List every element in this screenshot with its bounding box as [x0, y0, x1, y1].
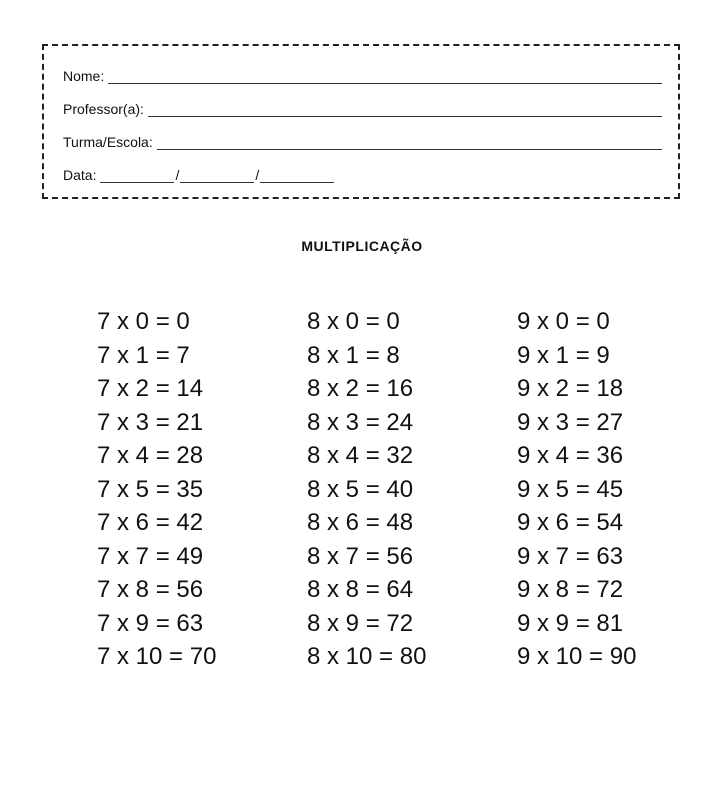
- multiplication-fact: 8 x 8 = 64: [307, 576, 414, 603]
- multiplication-fact: 9 x 3 = 27: [517, 408, 624, 436]
- multiplication-fact: 8 x 2 = 16: [307, 375, 414, 402]
- date-day-field[interactable]: [100, 169, 174, 183]
- multiplication-fact: 9 x 6 = 54: [517, 509, 624, 536]
- multiplication-fact: 8 x 4 = 32: [307, 442, 414, 469]
- multiplication-fact: 8 x 3 = 24: [307, 408, 414, 436]
- date-separator: /: [175, 167, 180, 183]
- multiplication-fact: 7 x 5 = 35: [97, 475, 204, 503]
- teacher-field-row: [63, 99, 662, 117]
- multiplication-fact: 9 x 2 = 18: [517, 375, 624, 402]
- multiplication-fact: 9 x 10 = 90: [517, 643, 637, 670]
- name-field[interactable]: [108, 70, 662, 84]
- date-field-row: [63, 165, 334, 183]
- multiplication-fact: 8 x 1 = 8: [307, 341, 400, 369]
- multiplication-fact: 9 x 0 = 0: [517, 308, 610, 335]
- multiplication-fact: 7 x 3 = 21: [97, 408, 204, 436]
- teacher-field[interactable]: [148, 103, 662, 117]
- multiplication-fact: 7 x 8 = 56: [97, 576, 204, 603]
- table-column-9: [517, 305, 636, 674]
- class-label: Turma/Escola:: [63, 134, 153, 150]
- page-title: MULTIPLICAÇÃO: [301, 238, 423, 254]
- date-month-field[interactable]: [180, 169, 254, 183]
- multiplication-fact: 8 x 9 = 72: [307, 609, 414, 637]
- date-separator: /: [255, 167, 260, 183]
- multiplication-fact: 9 x 9 = 81: [517, 609, 624, 637]
- multiplication-fact: 9 x 8 = 72: [517, 576, 624, 603]
- student-info-box: [42, 44, 680, 199]
- name-field-row: [63, 66, 662, 84]
- date-label: Data:: [63, 167, 97, 183]
- multiplication-fact: 7 x 1 = 7: [97, 341, 190, 369]
- multiplication-fact: 7 x 9 = 63: [97, 609, 204, 637]
- multiplication-fact: 8 x 0 = 0: [307, 308, 400, 335]
- multiplication-fact: 9 x 4 = 36: [517, 442, 624, 469]
- multiplication-fact: 8 x 5 = 40: [307, 475, 414, 503]
- multiplication-fact: 9 x 1 = 9: [517, 341, 610, 369]
- multiplication-fact: 7 x 2 = 14: [97, 375, 204, 402]
- multiplication-fact: 8 x 6 = 48: [307, 509, 414, 536]
- multiplication-fact: 7 x 6 = 42: [97, 509, 204, 536]
- multiplication-fact: 8 x 7 = 56: [307, 542, 414, 570]
- multiplication-fact: 7 x 4 = 28: [97, 442, 204, 469]
- date-year-field[interactable]: [260, 169, 334, 183]
- teacher-label: Professor(a):: [63, 101, 144, 117]
- table-column-7: [97, 305, 216, 674]
- class-field[interactable]: [157, 136, 662, 150]
- multiplication-fact: 7 x 10 = 70: [97, 643, 217, 670]
- multiplication-fact: 7 x 7 = 49: [97, 542, 204, 570]
- multiplication-fact: 8 x 10 = 80: [307, 643, 427, 670]
- table-column-8: [307, 305, 426, 674]
- multiplication-fact: 7 x 0 = 0: [97, 308, 190, 335]
- multiplication-fact: 9 x 7 = 63: [517, 542, 624, 570]
- multiplication-fact: 9 x 5 = 45: [517, 475, 624, 503]
- name-label: Nome:: [63, 68, 105, 84]
- class-field-row: [63, 132, 662, 150]
